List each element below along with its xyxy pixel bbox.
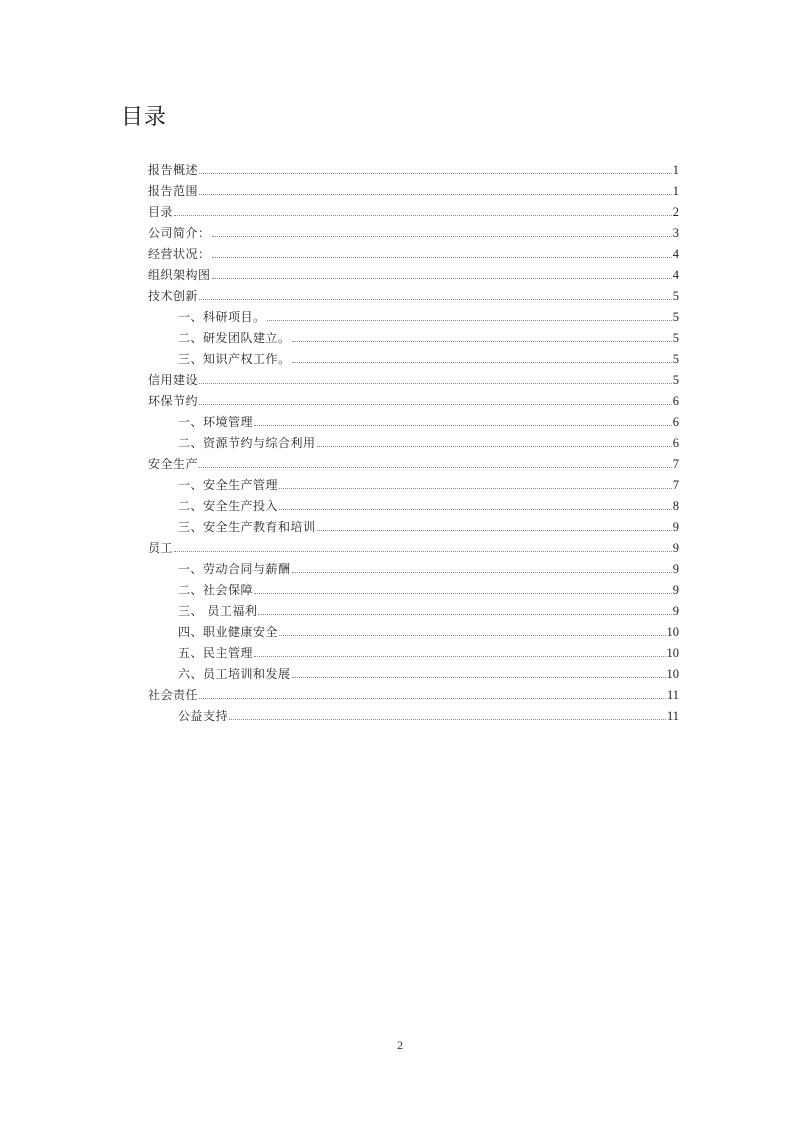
toc-entry[interactable] (148, 220, 679, 241)
toc-dot-leader (199, 467, 672, 468)
toc-entry-page: 5 (672, 331, 679, 345)
toc-entry-title: 二、安全生产投入 (178, 499, 279, 513)
toc-entry[interactable] (148, 640, 679, 661)
toc-entry-page: 7 (672, 478, 679, 492)
toc-entry-title: 二、社会保障 (178, 583, 254, 597)
toc-entry-title: 二、研发团队建立。 (178, 331, 291, 345)
toc-entry[interactable] (148, 472, 679, 493)
toc-dot-leader (254, 656, 665, 657)
toc-dot-leader (267, 320, 672, 321)
toc-dot-leader (279, 488, 672, 489)
toc-dot-leader (199, 404, 672, 405)
toc-entry[interactable] (148, 451, 679, 472)
toc-dot-leader (279, 509, 672, 510)
toc-entry-title: 四、职业健康安全 (178, 625, 279, 639)
toc-entry[interactable] (148, 682, 679, 703)
toc-dot-leader (199, 173, 672, 174)
table-of-contents (148, 157, 679, 724)
toc-entry-page: 5 (672, 310, 679, 324)
toc-entry-page: 9 (672, 604, 679, 618)
toc-entry-page: 5 (672, 352, 679, 366)
toc-entry-title: 二、资源节约与综合利用 (178, 436, 316, 450)
toc-entry-title: 报告概述 (148, 163, 199, 177)
toc-entry-title: 技术创新 (148, 289, 199, 303)
toc-entry[interactable] (148, 157, 679, 178)
toc-dot-leader (212, 236, 672, 237)
toc-entry-page: 9 (672, 520, 679, 534)
toc-entry-page: 6 (672, 394, 679, 408)
toc-entry-page: 10 (666, 646, 679, 660)
toc-dot-leader (292, 677, 666, 678)
toc-entry-page: 4 (672, 268, 679, 282)
toc-entry[interactable] (148, 598, 679, 619)
toc-entry-title: 社会责任 (148, 688, 199, 702)
toc-dot-leader (292, 362, 672, 363)
toc-entry[interactable] (148, 388, 679, 409)
toc-entry-page: 8 (672, 499, 679, 513)
toc-dot-leader (199, 299, 672, 300)
toc-dot-leader (212, 278, 672, 279)
toc-dot-leader (174, 215, 672, 216)
toc-entry[interactable] (148, 199, 679, 220)
toc-entry[interactable] (148, 619, 679, 640)
toc-entry-page: 7 (672, 457, 679, 471)
toc-entry-title: 六、员工培训和发展 (178, 667, 291, 681)
toc-entry[interactable] (148, 283, 679, 304)
toc-entry-title: 组织架构图 (148, 268, 211, 282)
toc-entry[interactable] (148, 367, 679, 388)
toc-entry-title: 环保节约 (148, 394, 199, 408)
toc-dot-leader (212, 257, 672, 258)
toc-entry-title: 公益支持 (178, 709, 229, 723)
toc-entry[interactable] (148, 493, 679, 514)
page-number: 2 (397, 1038, 403, 1052)
toc-dot-leader (199, 698, 666, 699)
toc-entry-page: 1 (672, 163, 679, 177)
toc-dot-leader (254, 593, 672, 594)
toc-entry-page: 9 (672, 562, 679, 576)
toc-entry[interactable] (148, 241, 679, 262)
toc-entry-title: 经营状况： (148, 247, 211, 261)
toc-dot-leader (317, 446, 672, 447)
toc-entry[interactable] (148, 346, 679, 367)
toc-entry-title: 一、环境管理 (178, 415, 254, 429)
toc-dot-leader (292, 341, 672, 342)
toc-entry-page: 3 (672, 226, 679, 240)
toc-entry-page: 9 (672, 583, 679, 597)
toc-entry-page: 10 (666, 667, 679, 681)
toc-dot-leader (174, 551, 672, 552)
toc-entry-title: 一、科研项目。 (178, 310, 266, 324)
toc-entry-page: 4 (672, 247, 679, 261)
toc-entry-page: 5 (672, 289, 679, 303)
toc-entry-page: 6 (672, 436, 679, 450)
toc-entry-page: 9 (672, 541, 679, 555)
toc-entry[interactable] (148, 556, 679, 577)
toc-entry-page: 6 (672, 415, 679, 429)
toc-entry[interactable] (148, 325, 679, 346)
toc-entry-page: 5 (672, 373, 679, 387)
toc-entry-title: 安全生产 (148, 457, 199, 471)
toc-dot-leader (258, 614, 671, 615)
toc-entry-title: 员工 (148, 541, 174, 555)
toc-entry-title: 一、劳动合同与薪酬 (178, 562, 291, 576)
page-title: 目录 (121, 105, 168, 130)
toc-entry[interactable] (148, 304, 679, 325)
toc-entry[interactable] (148, 535, 679, 556)
toc-entry-title: 目录 (148, 205, 174, 219)
toc-entry-title: 报告范围 (148, 184, 199, 198)
toc-entry-page: 11 (666, 709, 679, 723)
toc-entry-title: 公司简介： (148, 226, 211, 240)
toc-entry-title: 三、知识产权工作。 (178, 352, 291, 366)
toc-dot-leader (229, 719, 666, 720)
toc-entry-title: 五、民主管理 (178, 646, 254, 660)
toc-dot-leader (254, 425, 672, 426)
toc-entry-page: 11 (666, 688, 679, 702)
toc-entry-title: 信用建设 (148, 373, 199, 387)
toc-entry-page: 2 (672, 205, 679, 219)
toc-entry[interactable] (148, 409, 679, 430)
toc-entry[interactable] (148, 430, 679, 451)
toc-entry-title: 三、安全生产教育和培训 (178, 520, 316, 534)
toc-dot-leader (279, 635, 665, 636)
toc-entry-title: 三、 员工福利 (178, 604, 258, 618)
toc-dot-leader (317, 530, 672, 531)
toc-entry[interactable] (148, 262, 679, 283)
toc-entry-title: 一、安全生产管理 (178, 478, 279, 492)
toc-entry[interactable] (148, 514, 679, 535)
toc-entry[interactable] (148, 703, 679, 724)
toc-entry[interactable] (148, 661, 679, 682)
toc-entry[interactable] (148, 577, 679, 598)
toc-dot-leader (199, 194, 672, 195)
toc-entry[interactable] (148, 178, 679, 199)
toc-dot-leader (199, 383, 672, 384)
toc-entry-page: 10 (666, 625, 679, 639)
toc-entry-page: 1 (672, 184, 679, 198)
toc-dot-leader (292, 572, 672, 573)
